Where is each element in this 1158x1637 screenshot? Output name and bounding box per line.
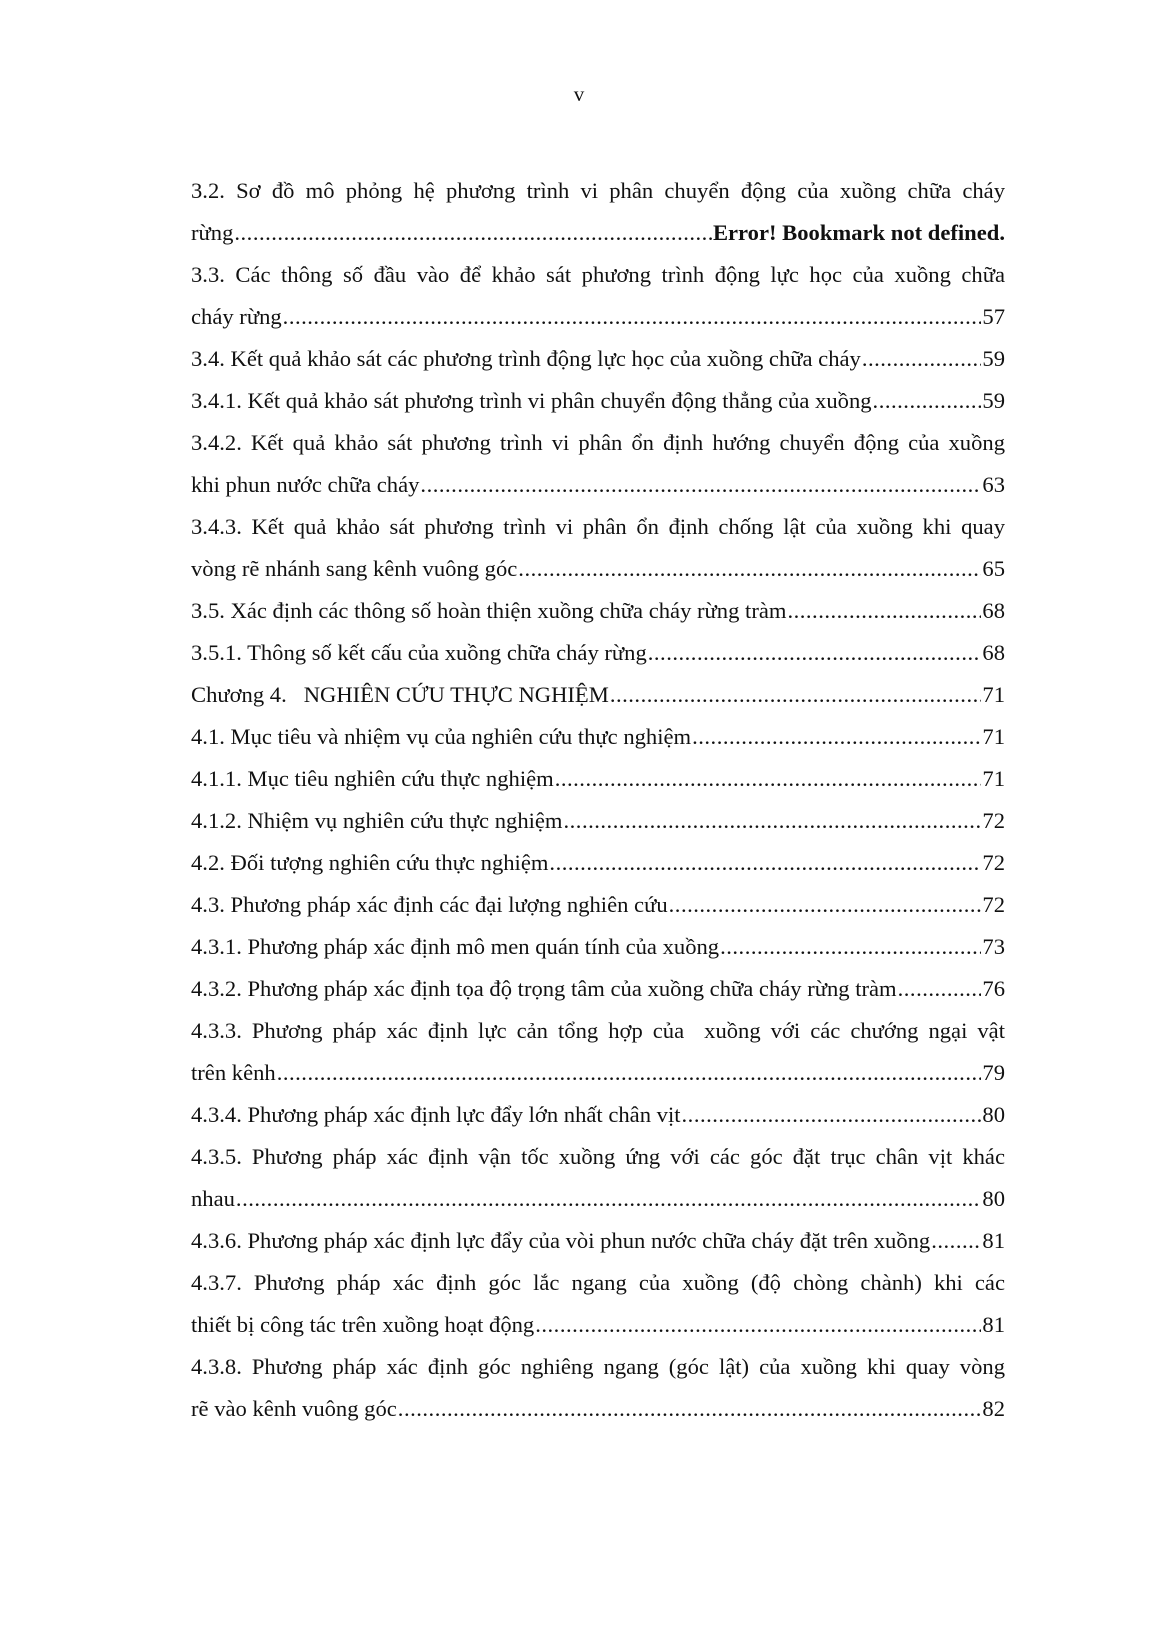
toc-entry-4-3[interactable] xyxy=(191,884,1005,926)
toc-page-ref: 68 xyxy=(982,598,1005,623)
toc-entry-text: rừng xyxy=(191,220,234,245)
toc-entry-3-4-1[interactable] xyxy=(191,380,1005,422)
toc-entry-text: vòng rẽ nhánh sang kênh vuông góc xyxy=(191,556,518,581)
toc-entry-4-2[interactable] xyxy=(191,842,1005,884)
dot-leader xyxy=(518,548,981,590)
toc-entry-4-3-6[interactable] xyxy=(191,1220,1005,1262)
toc-page-ref: 81 xyxy=(982,1312,1005,1337)
dot-leader xyxy=(398,1388,982,1430)
toc-entry-3-2[interactable] xyxy=(191,170,1005,254)
dot-leader xyxy=(898,968,982,1010)
toc-page-ref: 57 xyxy=(982,304,1005,329)
dot-leader xyxy=(862,338,982,380)
toc-entry-3-4-2[interactable] xyxy=(191,422,1005,506)
dot-leader xyxy=(669,884,982,926)
toc-entry-text: 3.5.1. Thông số kết cấu của xuồng chữa cháy rừng xyxy=(191,640,647,665)
toc-entry-text: 3.3. Các thông số đầu vào để khảo sát phương trình động lực học của xuồng chữa xyxy=(191,262,1005,287)
toc-entry-text: 4.2. Đối tượng nghiên cứu thực nghiệm xyxy=(191,850,549,875)
toc-entry-4-3-1[interactable] xyxy=(191,926,1005,968)
toc-page-ref: 68 xyxy=(982,640,1005,665)
toc-entry-3-5[interactable] xyxy=(191,590,1005,632)
dot-leader xyxy=(236,1178,981,1220)
toc-entry-3-3[interactable] xyxy=(191,254,1005,338)
dot-leader xyxy=(610,674,982,716)
dot-leader xyxy=(420,464,981,506)
toc-page-ref: 59 xyxy=(982,346,1005,371)
toc-page-ref: 63 xyxy=(982,472,1005,497)
toc-entry-text: 4.3.2. Phương pháp xác định tọa độ trọng tâm của xuồng chữa cháy rừng tràm xyxy=(191,976,897,1001)
toc-page-ref: 72 xyxy=(982,850,1005,875)
toc-entry-text: 4.3.3. Phương pháp xác định lực cản tổng hợp của xuồng với các chướng ngại vật xyxy=(191,1018,1005,1043)
table-of-contents xyxy=(191,170,1005,1430)
toc-entry-4-3-7[interactable] xyxy=(191,1262,1005,1346)
toc-page-ref: 81 xyxy=(982,1228,1005,1253)
toc-entry-text: rẽ vào kênh vuông góc xyxy=(191,1396,397,1421)
toc-entry-text: 3.4. Kết quả khảo sát các phương trình động lực học của xuồng chữa cháy xyxy=(191,346,861,371)
toc-entry-text: thiết bị công tác trên xuồng hoạt động xyxy=(191,1312,535,1337)
toc-page-ref: 82 xyxy=(982,1396,1005,1421)
toc-entry-3-4-3[interactable] xyxy=(191,506,1005,590)
toc-page-ref: 80 xyxy=(982,1102,1005,1127)
toc-entry-4-3-8[interactable] xyxy=(191,1346,1005,1430)
toc-page-ref: 59 xyxy=(982,388,1005,413)
toc-page-ref: 73 xyxy=(982,934,1005,959)
toc-page-ref: Error! Bookmark not defined. xyxy=(712,220,1005,245)
toc-entry-text: 3.4.2. Kết quả khảo sát phương trình vi phân ổn định hướng chuyển động của xuồng xyxy=(191,430,1005,455)
dot-leader xyxy=(564,800,982,842)
toc-entry-text: 4.3.1. Phương pháp xác định mô men quán tính của xuồng xyxy=(191,934,720,959)
toc-page-ref: 72 xyxy=(982,808,1005,833)
toc-entry-4-1-2[interactable] xyxy=(191,800,1005,842)
toc-page-ref: 76 xyxy=(982,976,1005,1001)
dot-leader xyxy=(648,632,982,674)
dot-leader xyxy=(283,296,982,338)
toc-entry-text: 4.3.4. Phương pháp xác định lực đẩy lớn nhất chân vịt xyxy=(191,1102,681,1127)
toc-entry-4-1[interactable] xyxy=(191,716,1005,758)
toc-entry-text: 4.3. Phương pháp xác định các đại lượng nghiên cứu xyxy=(191,892,668,917)
dot-leader xyxy=(234,212,712,254)
toc-page-ref: 71 xyxy=(982,682,1005,707)
toc-entry-text: 4.3.6. Phương pháp xác định lực đẩy của vòi phun nước chữa cháy đặt trên xuồng xyxy=(191,1228,931,1253)
dot-leader xyxy=(931,1220,981,1262)
toc-entry-text: 4.3.5. Phương pháp xác định vận tốc xuồng ứng với các góc đặt trục chân vịt khác xyxy=(191,1144,1005,1169)
dot-leader xyxy=(787,590,981,632)
dot-leader xyxy=(535,1304,981,1346)
page-number: v xyxy=(573,82,585,106)
toc-page-ref: 79 xyxy=(982,1060,1005,1085)
toc-entry-3-4[interactable] xyxy=(191,338,1005,380)
toc-entry-text: khi phun nước chữa cháy xyxy=(191,472,420,497)
toc-entry-text: 3.4.1. Kết quả khảo sát phương trình vi phân chuyển động thẳng của xuồng xyxy=(191,388,872,413)
toc-entry-text: 3.2. Sơ đồ mô phỏng hệ phương trình vi phân chuyển động của xuồng chữa cháy xyxy=(191,178,1005,203)
dot-leader xyxy=(277,1052,982,1094)
toc-entry-text: Chương 4. NGHIÊN CỨU THỰC NGHIỆM xyxy=(191,682,609,707)
toc-entry-text: 4.3.8. Phương pháp xác định góc nghiêng ngang (góc lật) của xuồng khi quay vòng xyxy=(191,1354,1005,1379)
toc-page-ref: 72 xyxy=(982,892,1005,917)
toc-entry-4-3-2[interactable] xyxy=(191,968,1005,1010)
dot-leader xyxy=(682,1094,982,1136)
toc-entry-text: 4.3.7. Phương pháp xác định góc lắc ngang của xuồng (độ chòng chành) khi các xyxy=(191,1270,1005,1295)
dot-leader xyxy=(549,842,981,884)
dot-leader xyxy=(720,926,981,968)
toc-page-ref: 80 xyxy=(982,1186,1005,1211)
toc-entry-chapter-4[interactable] xyxy=(191,674,1005,716)
toc-entry-4-3-3[interactable] xyxy=(191,1010,1005,1094)
toc-page-ref: 71 xyxy=(982,766,1005,791)
toc-page-ref: 65 xyxy=(982,556,1005,581)
dot-leader xyxy=(873,380,982,422)
toc-entry-4-1-1[interactable] xyxy=(191,758,1005,800)
toc-entry-text: trên kênh xyxy=(191,1060,276,1085)
toc-entry-4-3-5[interactable] xyxy=(191,1136,1005,1220)
toc-entry-4-3-4[interactable] xyxy=(191,1094,1005,1136)
dot-leader xyxy=(555,758,982,800)
toc-entry-3-5-1[interactable] xyxy=(191,632,1005,674)
dot-leader xyxy=(692,716,981,758)
toc-entry-text: nhau xyxy=(191,1186,235,1211)
toc-entry-text: 4.1.1. Mục tiêu nghiên cứu thực nghiệm xyxy=(191,766,554,791)
toc-entry-text: 3.5. Xác định các thông số hoàn thiện xuồng chữa cháy rừng tràm xyxy=(191,598,787,623)
toc-entry-text: 3.4.3. Kết quả khảo sát phương trình vi phân ổn định chống lật của xuồng khi quay xyxy=(191,514,1005,539)
toc-page-ref: 71 xyxy=(982,724,1005,749)
toc-entry-text: 4.1. Mục tiêu và nhiệm vụ của nghiên cứu thực nghiệm xyxy=(191,724,692,749)
toc-entry-text: 4.1.2. Nhiệm vụ nghiên cứu thực nghiệm xyxy=(191,808,563,833)
toc-entry-text: cháy rừng xyxy=(191,304,282,329)
